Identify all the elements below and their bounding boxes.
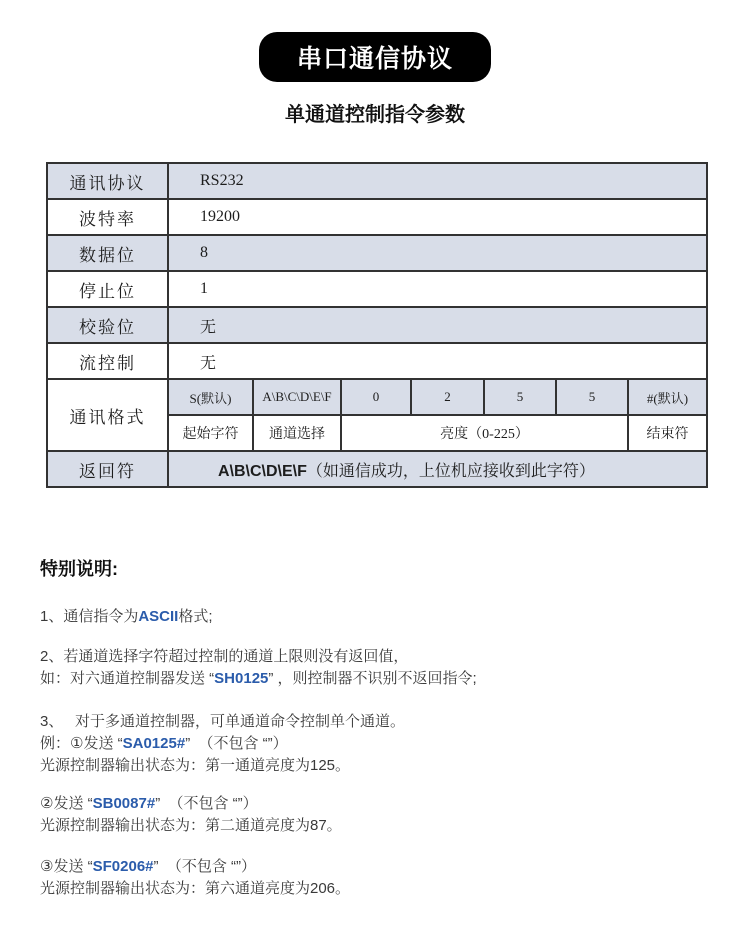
param-value: 无 bbox=[168, 343, 707, 379]
note-text: ③发送 “ bbox=[40, 858, 93, 875]
note-text: ” ，则控制器不识别不返回指令; bbox=[268, 670, 477, 687]
param-label: 数据位 bbox=[47, 235, 168, 271]
param-value: 19200 bbox=[168, 199, 707, 235]
param-label: 返回符 bbox=[47, 451, 168, 487]
code-sa0125: SA0125# bbox=[122, 735, 186, 752]
table-row-flowcontrol bbox=[47, 343, 707, 379]
return-code: A\B\C\D\E\F bbox=[218, 462, 307, 480]
table-row-protocol bbox=[47, 163, 707, 199]
format-cell-desc: 亮度（0-225） bbox=[341, 415, 628, 451]
note-item-1 bbox=[40, 606, 750, 628]
table-row-return bbox=[47, 451, 707, 487]
return-note: （如通信成功，上位机应接收到此字符） bbox=[306, 462, 595, 480]
note-text: ” （不包含 “”） bbox=[185, 735, 288, 752]
param-label: 停止位 bbox=[47, 271, 168, 307]
code-sf0206: SF0206# bbox=[92, 858, 154, 875]
code-sh0125: SH0125 bbox=[214, 670, 269, 687]
note-text: 格式; bbox=[178, 608, 213, 625]
table-row-databits bbox=[47, 235, 707, 271]
format-cell-desc: 通道选择 bbox=[253, 415, 341, 451]
param-value: 8 bbox=[168, 235, 707, 271]
notes-heading: 特别说明: bbox=[40, 559, 118, 579]
param-label: 波特率 bbox=[47, 199, 168, 235]
special-notes-section bbox=[40, 558, 750, 900]
note-text: ②发送 “ bbox=[40, 795, 93, 812]
param-label: 流控制 bbox=[47, 343, 168, 379]
format-cell-desc: 结束符 bbox=[628, 415, 707, 451]
badge-title: 串口通信协议 bbox=[296, 45, 453, 73]
note-item-2 bbox=[40, 646, 750, 690]
note-text: 如：对六通道控制器发送 “ bbox=[40, 670, 215, 687]
note-item-3 bbox=[40, 711, 750, 777]
note-text: ” （不包含 “”） bbox=[155, 795, 258, 812]
param-value: 无 bbox=[168, 307, 707, 343]
note-text: 光源控制器输出状态为：第一通道亮度为125。 bbox=[40, 757, 351, 774]
note-text: 3、 对于多通道控制器，可单通道命令控制单个通道。 bbox=[40, 713, 406, 730]
note-text: 光源控制器输出状态为：第二通道亮度为87。 bbox=[40, 817, 342, 834]
note-text: 光源控制器输出状态为：第六通道亮度为206。 bbox=[40, 880, 351, 897]
format-cell: A\B\C\D\E\F bbox=[253, 379, 341, 415]
serial-params-table bbox=[46, 162, 708, 488]
table-row-parity bbox=[47, 307, 707, 343]
format-cell: #(默认) bbox=[628, 379, 707, 415]
format-cell-desc: 起始字符 bbox=[168, 415, 253, 451]
format-cell: S(默认) bbox=[168, 379, 253, 415]
note-text: 1、通信指令为 bbox=[40, 608, 139, 625]
protocol-badge bbox=[259, 32, 491, 82]
table-row-stopbits bbox=[47, 271, 707, 307]
param-value: RS232 bbox=[168, 163, 707, 199]
note-text: 2、若通道选择字符超过控制的通道上限则没有返回值， bbox=[40, 648, 409, 665]
format-cell: 5 bbox=[556, 379, 628, 415]
note-example-3 bbox=[40, 856, 750, 900]
format-cell: 5 bbox=[484, 379, 556, 415]
param-label: 通讯格式 bbox=[47, 379, 168, 451]
code-sb0087: SB0087# bbox=[92, 795, 156, 812]
param-value: 1 bbox=[168, 271, 707, 307]
format-cell: 2 bbox=[411, 379, 484, 415]
table-row-baudrate bbox=[47, 199, 707, 235]
param-label: 通讯协议 bbox=[47, 163, 168, 199]
format-cell: 0 bbox=[341, 379, 411, 415]
page-subtitle: 单通道控制指令参数 bbox=[285, 104, 465, 126]
code-ascii: ASCII bbox=[138, 608, 179, 625]
table-row-format-top bbox=[47, 379, 707, 415]
param-label: 校验位 bbox=[47, 307, 168, 343]
note-text: ” （不包含 “”） bbox=[153, 858, 257, 875]
note-example-2 bbox=[40, 793, 750, 837]
note-text: 例：①发送 “ bbox=[40, 735, 123, 752]
return-value bbox=[168, 451, 707, 487]
document-page bbox=[0, 32, 750, 900]
